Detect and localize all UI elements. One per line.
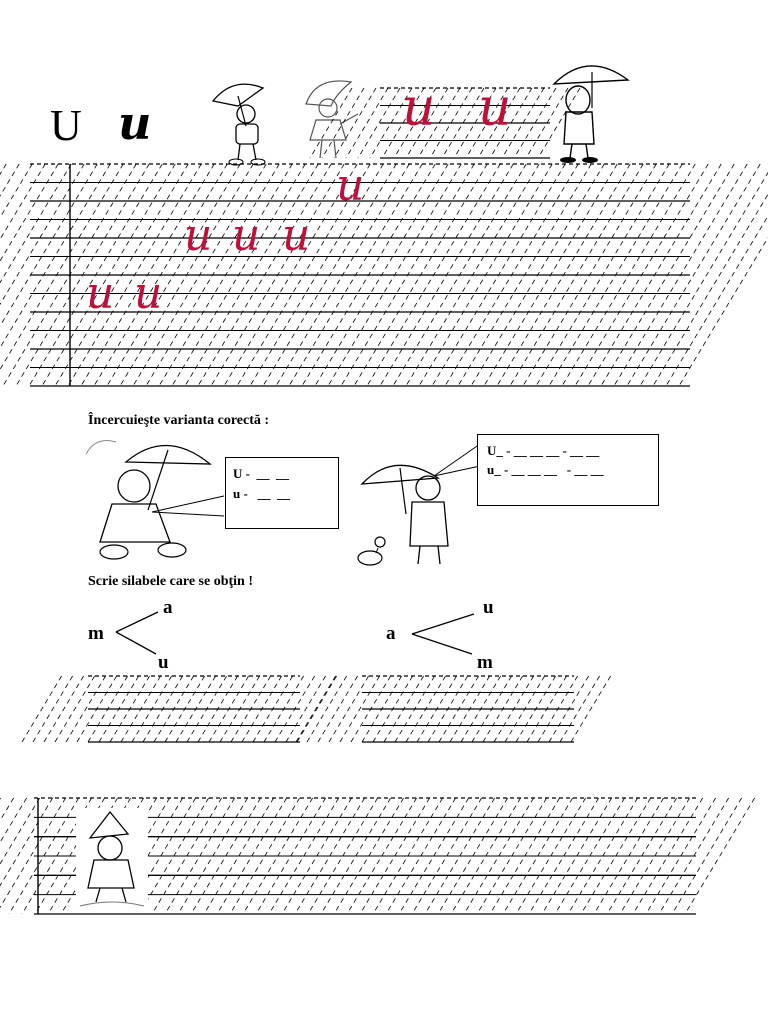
grid-letter-4: u [282, 210, 311, 261]
grid-letter-5: u [86, 268, 115, 319]
left-box-pointer [150, 480, 230, 530]
syllable-grid-right [362, 676, 574, 742]
tree-left-branches [114, 610, 164, 660]
header-sample-letter-1: u [402, 78, 436, 138]
grid-letter-2: u [184, 210, 213, 261]
tree-right-bottom: m [477, 652, 493, 673]
left-box-line-1: U - __ __ [233, 466, 289, 481]
right-box-line-2: u_ - __ __ __ - __ __ [487, 462, 604, 477]
grid-letter-1: u [336, 160, 365, 211]
capital-letter-u: U [50, 101, 82, 150]
small-letter-u: u [118, 96, 152, 150]
child-umbrella-icon [208, 76, 278, 166]
tree-left-root: m [88, 623, 104, 644]
exercise1-instruction: Încercuieşte varianta corectă : [88, 413, 270, 428]
right-box-line-1: U_ - __ __ __ - __ __ [487, 443, 600, 458]
tree-right-branches [410, 612, 480, 658]
tree-right-top: u [483, 597, 494, 618]
dog-umbrella-icon [552, 56, 632, 166]
header-sample-letter-2: u [478, 78, 512, 138]
left-answer-box [225, 457, 339, 529]
tree-right-root: a [386, 623, 396, 644]
tree-left-top: a [163, 597, 173, 618]
exercise2-instruction: Scrie silabele care se obţin ! [88, 574, 253, 589]
gnome-icon [76, 808, 148, 912]
grid-letter-3: u [232, 210, 261, 261]
grid-letter-6: u [134, 268, 163, 319]
girl-wind-icon [296, 74, 366, 166]
right-answer-box [477, 434, 659, 506]
tree-left-bottom: u [158, 652, 169, 673]
syllable-grid-left [88, 676, 300, 742]
left-box-line-2: u - __ __ [233, 486, 291, 501]
